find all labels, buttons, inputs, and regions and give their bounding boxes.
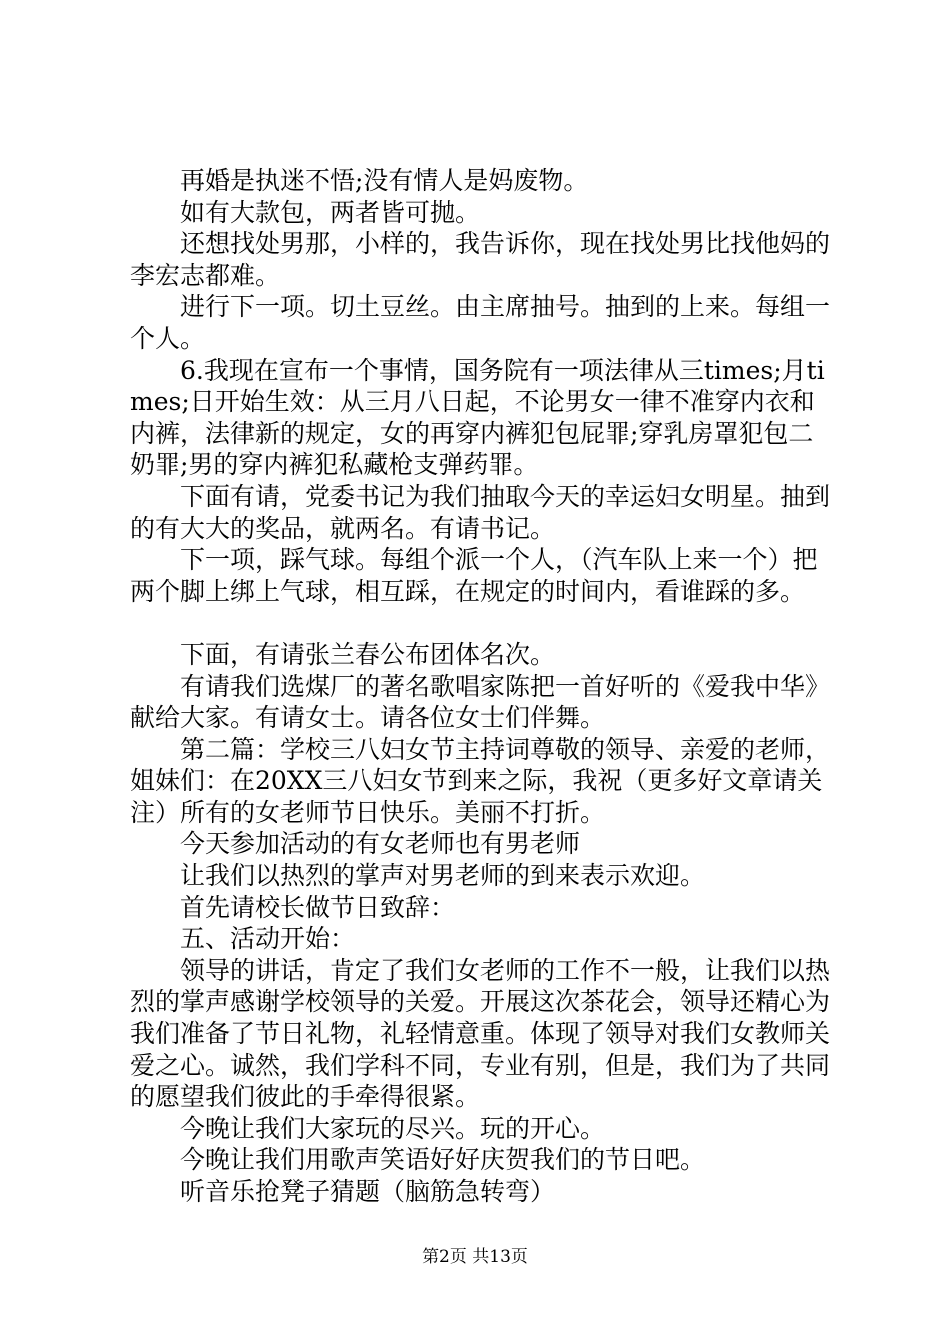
page-number-footer: 第2页 共13页 <box>422 1247 528 1267</box>
paragraph-16: 今晚让我们大家玩的尽兴。玩的开心。 <box>180 1113 606 1143</box>
document-body <box>130 165 830 1208</box>
paragraph-9: 有请我们选煤厂的著名歌唱家陈把一首好听的《爱我中华》献给大家。有请女士。请各位女士们伴舞。 <box>130 671 831 733</box>
paragraph-3: 还想找处男那，小样的，我告诉你，现在找处男比找他妈的李宏志都难。 <box>130 229 831 290</box>
paragraph-17: 今晚让我们用歌声笑语好好庆贺我们的节日吧。 <box>180 1145 706 1175</box>
paragraph-15: 领导的讲话，肯定了我们女老师的工作不一般，让我们以热烈的掌声感谢学校领导的关爱。开展这次茶花会，领导还精心为我们准备了节日礼物，礼轻情意重。体现了领导对我们女教师关爱之心。诚然，我们学科不同，专业有别，但是，我们为了共同的愿望我们彼此的手牵得很紧。 <box>130 955 831 1112</box>
paragraph-gap <box>130 607 830 639</box>
paragraph-10: 第二篇：学校三八妇女节主持词尊敬的领导、亲爱的老师，姐妹们：在20XX三八妇女节到来之际，我祝（更多好文章请关注）所有的女老师节日快乐。美丽不打折。 <box>130 734 831 827</box>
paragraph-2: 如有大款包，两者皆可抛。 <box>180 197 481 227</box>
paragraph-18: 听音乐抢凳子猜题（脑筋急转弯） <box>180 1177 556 1206</box>
paragraph-13: 首先请校长做节日致辞： <box>180 892 456 922</box>
paragraph-5: 6.我现在宣布一个事情，国务院有一项法律从三times;月times;日开始生效：从三月八日起，不论男女一律不准穿内衣和内裤，法律新的规定，女的再穿内裤犯包屁罪;穿乳房罩犯包二奶罪;男的穿内裤犯私藏枪支弹药罪。 <box>130 355 825 480</box>
paragraph-6: 下面有请，党委书记为我们抽取今天的幸运妇女明星。抽到的有大大的奖品，就两名。有请书记。 <box>130 481 831 543</box>
paragraph-11: 今天参加活动的有女老师也有男老师 <box>180 829 581 859</box>
paragraph-12: 让我们以热烈的掌声对男老师的到来表示欢迎。 <box>180 861 706 891</box>
paragraph-1: 再婚是执迷不悟;没有情人是妈废物。 <box>180 166 589 195</box>
paragraph-14: 五、活动开始： <box>180 924 356 954</box>
paragraph-4: 进行下一项。切土豆丝。由主席抽号。抽到的上来。每组一个人。 <box>130 292 831 353</box>
paragraph-8: 下面，有请张兰春公布团体名次。 <box>180 639 556 669</box>
paragraph-7: 下一项，踩气球。每组个派一个人，（汽车队上来一个）把两个脚上绑上气球，相互踩，在规定的时间内，看谁踩的多。 <box>130 545 818 606</box>
